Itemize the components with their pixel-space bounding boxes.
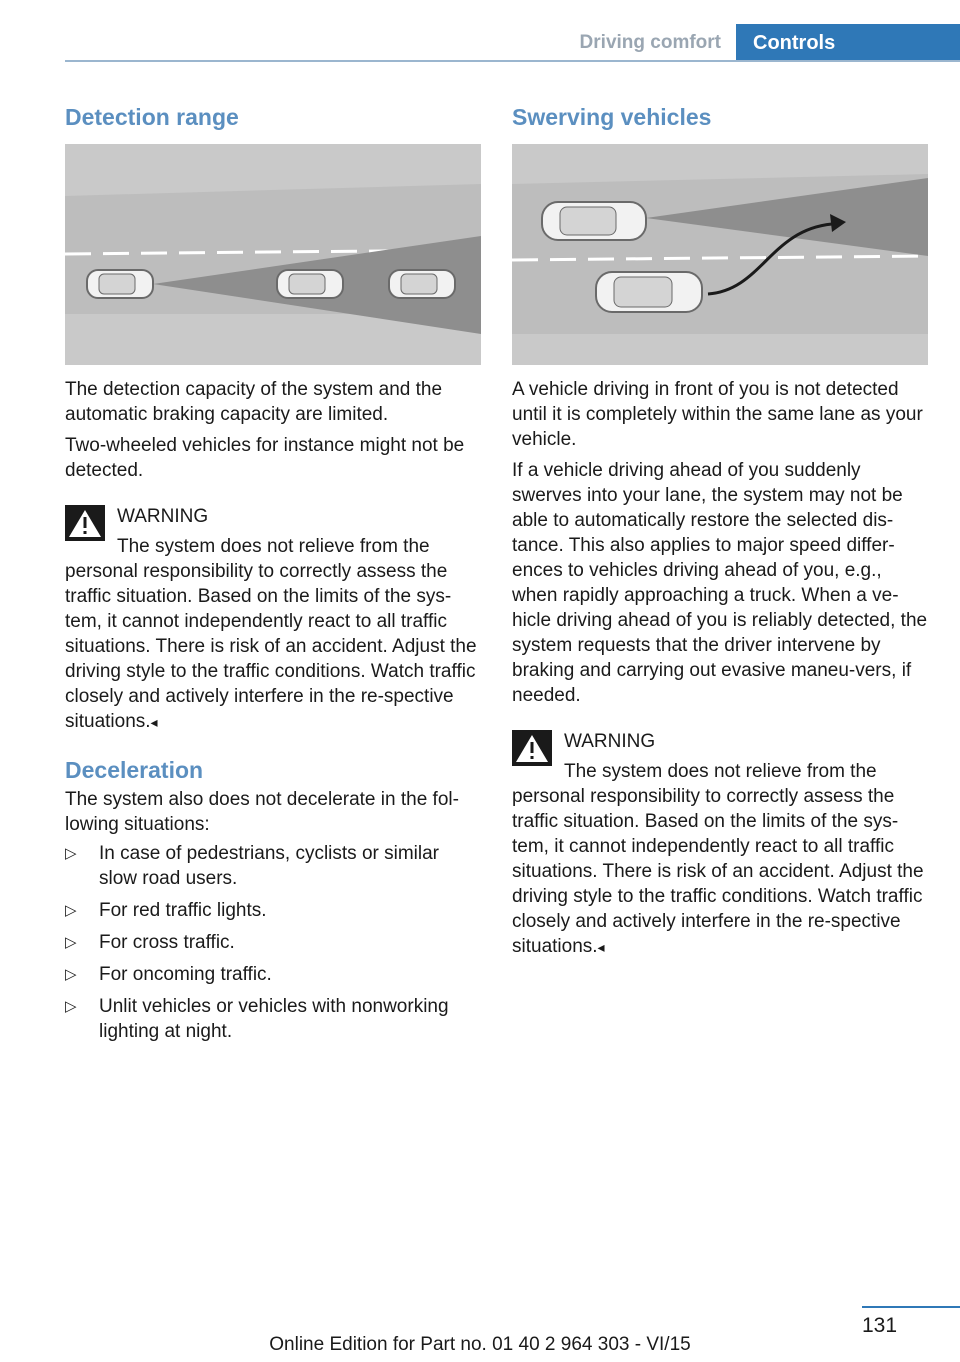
bullet-triangle-icon: ▷ <box>65 902 77 919</box>
swerving-vehicles-heading: Swerving vehicles <box>512 104 712 130</box>
detection-range-illustration <box>65 144 481 365</box>
bullet-triangle-icon: ▷ <box>65 845 77 862</box>
detection-range-figure <box>65 144 481 365</box>
running-header-chapter: Controls <box>736 24 960 62</box>
car-icon <box>87 270 153 298</box>
deceleration-intro: The system also does not decelerate in the fol-lowing situations: <box>65 789 459 835</box>
list-item: ▷ For oncoming traffic. <box>65 964 272 985</box>
swerving-vehicles-figure <box>512 144 928 365</box>
swerving-vehicles-illustration <box>512 144 928 365</box>
deceleration-list <box>65 841 481 1044</box>
warning-triangle-icon <box>65 503 105 543</box>
bullet-triangle-icon: ▷ <box>65 998 77 1015</box>
left-column <box>65 100 481 1051</box>
swerving-paragraph-1: A vehicle driving in front of you is not detected until it is completely within the same lane as your vehicle. <box>512 379 923 450</box>
warning-block <box>512 728 928 960</box>
warning-triangle-icon <box>512 728 552 768</box>
deceleration-heading: Deceleration <box>65 757 204 783</box>
header-rule <box>65 60 960 62</box>
right-column <box>512 100 928 960</box>
car-icon <box>389 270 455 298</box>
detection-range-heading: Detection range <box>65 104 239 130</box>
running-header-section: Driving comfort <box>579 32 721 53</box>
end-mark: ◂ <box>150 714 158 730</box>
bullet-triangle-icon: ▷ <box>65 934 77 951</box>
footer-rule <box>862 1306 960 1308</box>
list-item: ▷ For cross traffic. <box>65 932 235 953</box>
detection-paragraph-1: The detection capacity of the system and the automatic braking capacity are limited. <box>65 379 443 425</box>
warning-text: The system does not relieve from the personal responsibility to correctly assess the traffic situation. Based on the limits of the sys-tem, it cannot independently react to all traffic situations. There is risk of an accident. Adjust the driving style to the traffic conditions. Watch traffic closely and actively interfere in the re-spective situations.◂ <box>65 536 477 732</box>
warning-title: WARNING <box>564 731 656 752</box>
warning-title: WARNING <box>117 506 209 527</box>
car-icon <box>277 270 343 298</box>
warning-text: The system does not relieve from the personal responsibility to correctly assess the traffic situation. Based on the limits of the sys-tem, it cannot independently react to all traffic situations. There is risk of an accident. Adjust the driving style to the traffic conditions. Watch traffic closely and actively interfere in the re-spective situations.◂ <box>512 761 924 957</box>
warning-block <box>65 503 481 735</box>
end-mark: ◂ <box>597 939 605 955</box>
car-icon <box>596 272 702 312</box>
car-icon <box>542 202 646 240</box>
bullet-triangle-icon: ▷ <box>65 966 77 983</box>
detection-paragraph-2: Two-wheeled vehicles for instance might not be detected. <box>65 435 465 481</box>
list-item: ▷ For red traffic lights. <box>65 900 267 921</box>
page-number: 131 <box>862 1314 898 1337</box>
swerving-paragraph-2: If a vehicle driving ahead of you suddenly swerves into your lane, the system may not be able to automatically restore the selected dis-tance. This also applies to major speed differ-ences to vehicles driving ahead of you, e.g., when rapidly approaching a truck. When a ve-hicle driving ahead of you is reliably detected, the system requests that the driver intervene by braking and carrying out evasive maneu-vers, if needed. <box>512 460 928 706</box>
edition-footer: Online Edition for Part no. 01 40 2 964 303 - VI/15 <box>269 1334 691 1355</box>
list-item: ▷ In case of pedestrians, cyclists or similar slow road users. <box>65 843 440 889</box>
list-item: ▷ Unlit vehicles or vehicles with nonworking lighting at night. <box>65 996 449 1042</box>
